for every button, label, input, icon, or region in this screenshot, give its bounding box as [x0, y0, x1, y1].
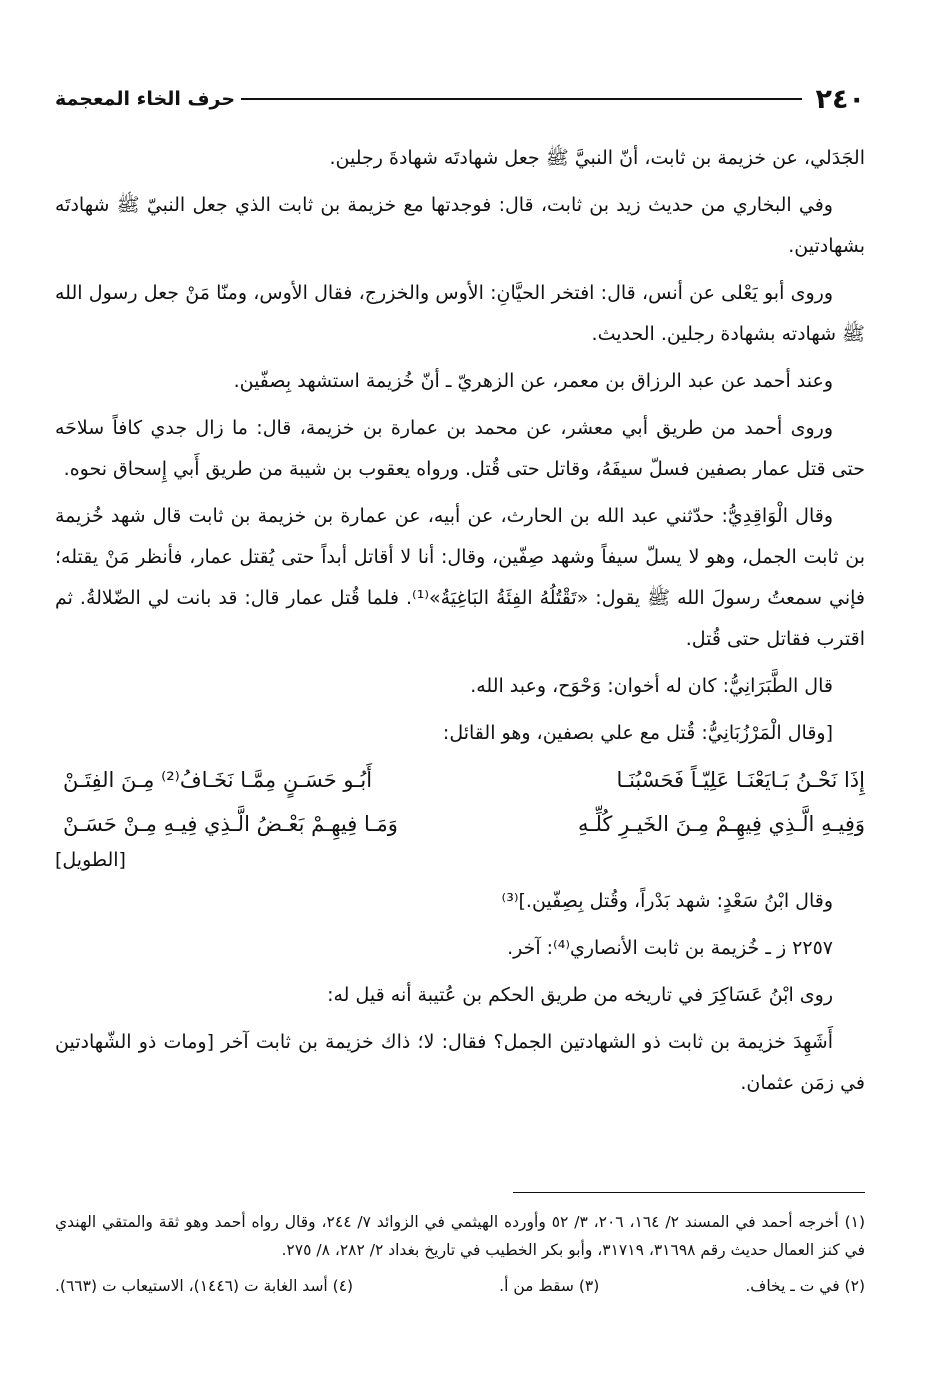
verse-line [55, 804, 865, 844]
running-title: حرف الخاء المعجمة [55, 88, 236, 110]
verse-hemistich-right: وَفِيـهِ الَّـذِي فِيهِـمْ مِـنَ الخَيـرِ كُلِّـهِ [578, 812, 865, 836]
poetic-meter: [الطويل] [55, 849, 126, 871]
footnote: (١) أخرجه أحمد في المسند ٢/ ١٦٤، ٢٠٦، ٣/ ٥٢ وأورده الهيثمي في الزوائد ٧/ ٢٤٤، وقال رواه أحمد وهو ثقة والمتقي الهندي في كنز العمال حديث رقم ٣١٦٩٨، ٣١٧١٩، وأبو بكر الخطيب في تاريخ بغداد ٢/ ٢٨٢، ٨/ ٢٧٥. [55, 1213, 866, 1259]
footnotes [55, 1208, 865, 1300]
verse-hemistich-right: إِذَا نَحْـنُ بَـايَعْنَـا عَلِيّـاً فَحَسْبُنَـا [616, 768, 865, 792]
page-header [55, 82, 865, 116]
footnote: (٤) أسد الغابة ت (١٤٤٦)، الاستيعاب ت (٦٦٣). [55, 1277, 354, 1295]
footnote: (٣) سقط من أ. [499, 1277, 600, 1295]
paragraph: الجَدَلي، عن خزيمة بن ثابت، أنّ النبيَّ ﷺ جعل شهادتَه شهادةَ رجلين. [329, 147, 865, 169]
paragraph: وقال الْوَاقِدِيُّ: حدّثني عبد الله بن الحارث، عن أبيه، عن عمارة بن خزيمة بن ثابت قال شهد خُزيمة بن ثابت الجمل، وهو لا يسلّ سيفاً وشهد صِفّين، وقال: أنا لا أقاتل أبداً حتى يُقتل عمار، فأنظر مَنْ يقتله؛ فإني سمعتُ رسولَ الله ﷺ يقول: «تَقْتُلُهُ الفِئَةُ البَاغِيَةُ»⁽¹⁾. فلما قُتل عمار قال: قد بانت لي الضّلالةُ. ثم اقترب فقاتل حتى قُتل. [55, 505, 865, 650]
paragraph: روى ابْنُ عَسَاكِرَ في تاريخه من طريق الحكم بن عُتيبة أنه قيل له: [327, 984, 833, 1006]
footnote-separator [513, 1192, 865, 1193]
paragraph: وروى أبو يَعْلى عن أنس، قال: افتخر الحيَّانِ: الأوس والخزرج، فقال الأوس، ومنّا مَنْ جعل رسول الله ﷺ شهادته بشهادة رجلين. الحديث. [55, 282, 865, 345]
paragraph: وروى أحمد من طريق أبي معشر، عن محمد بن عمارة بن خزيمة، قال: ما زال جدي كافاً سلاحَه حتى قتل عمار بصفين فسلّ سيفَهُ، وقاتل حتى قُتل. ورواه يعقوب بن شيبة من طريق أَبي إِسحاق نحوه. [55, 417, 865, 480]
paragraph: وعند أحمد عن عبد الرزاق بن معمر، عن الزهريّ ـ أنّ خُزيمة استشهد بِصفّين. [233, 370, 833, 392]
main-text [55, 138, 865, 1110]
paragraph: وقال ابْنُ سَعْدٍ: شهد بَدْراً، وقُتل بِصِفّين.]⁽³⁾ [501, 890, 833, 912]
verse-hemistich-left: وَمَـا فِيهِـمْ بَعْـضُ الَّـذِي فِيـهِ مِـنْ حَسَـنْ [63, 812, 398, 836]
footnote: (٢) في ت ـ يخاف. [745, 1277, 865, 1295]
entry-heading: ٢٢٥٧ ز ـ خُزيمة بن ثابت الأنصاري⁽⁴⁾: آخر. [507, 937, 833, 959]
verse-hemistich-left: أَبُـو حَسَـنٍ مِمَّـا نَخَـافُ⁽²⁾ مِـنَ الفِتَـنْ [63, 768, 373, 792]
verse-line [55, 760, 865, 800]
footnote-row [55, 1272, 865, 1300]
paragraph: قال الطَّبَرَانِيُّ: كان له أخوان: وَحْوَح، وعبد الله. [470, 675, 833, 697]
page-number: ٢٤٠ [815, 83, 865, 115]
paragraph: وفي البخاري من حديث زيد بن ثابت، قال: فوجدتها مع خزيمة بن ثابت الذي جعل النبيّ ﷺ شهادتَه بشهادتين. [55, 194, 865, 257]
paragraph: [وقال الْمَرْزُبَانِيُّ: قُتل مع علي بصفين، وهو القائل: [442, 722, 833, 744]
paragraph: أَشَهِدَ خزيمة بن ثابت ذو الشهادتين الجمل؟ فقال: لا؛ ذاك خزيمة بن ثابت آخر [ومات ذو الشّهادتين في زمَن عثمان. [55, 1031, 865, 1094]
header-rule [241, 98, 801, 100]
